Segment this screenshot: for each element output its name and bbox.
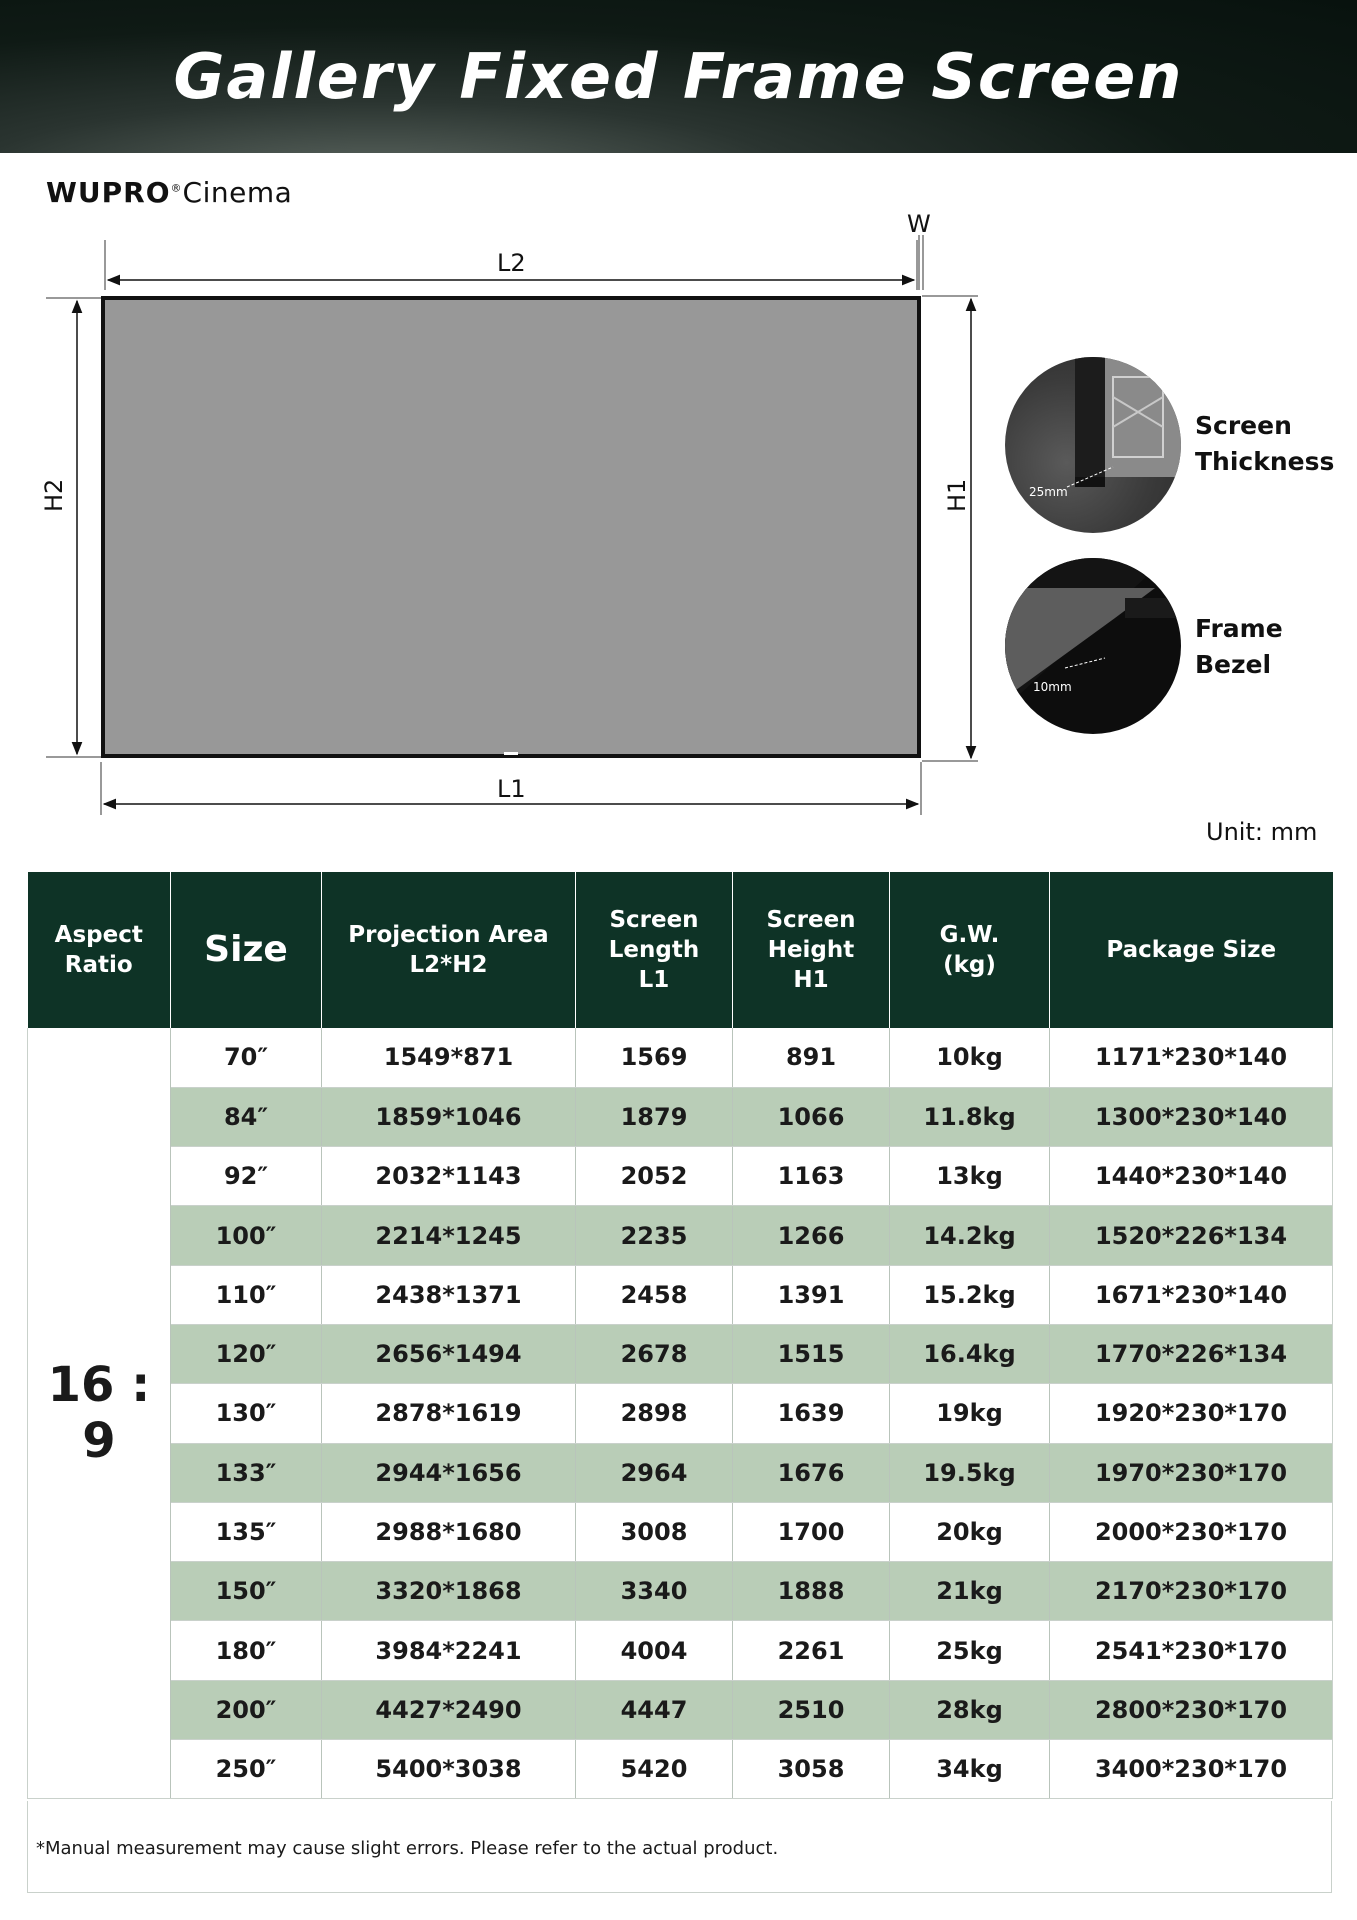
bezel-corner-graphic xyxy=(1005,558,1181,734)
label-h2: H2 xyxy=(40,478,68,512)
cell-projection-area: 5400*3038 xyxy=(322,1740,576,1799)
cell-package-size: 1520*226*134 xyxy=(1050,1206,1333,1265)
header-package-size: Package Size xyxy=(1050,872,1333,1028)
header-projection-area: Projection Area L2*H2 xyxy=(322,872,576,1028)
cell-projection-area: 2438*1371 xyxy=(322,1265,576,1324)
header-gross-weight: G.W. (kg) xyxy=(890,872,1050,1028)
cell-gross-weight: 20kg xyxy=(890,1502,1050,1561)
cell-screen-length: 1569 xyxy=(576,1028,733,1087)
cell-screen-length: 2898 xyxy=(576,1384,733,1443)
cell-gross-weight: 25kg xyxy=(890,1621,1050,1680)
cell-screen-height: 1391 xyxy=(733,1265,890,1324)
registered-mark: ® xyxy=(170,181,183,195)
screen-logo-mark xyxy=(504,752,518,755)
projection-screen-illustration xyxy=(101,296,921,758)
cell-projection-area: 4427*2490 xyxy=(322,1680,576,1739)
cell-package-size: 1671*230*140 xyxy=(1050,1265,1333,1324)
cell-size: 133″ xyxy=(171,1443,322,1502)
cell-size: 120″ xyxy=(171,1324,322,1383)
frame-bezel-closeup xyxy=(1005,558,1181,734)
cell-screen-height: 3058 xyxy=(733,1740,890,1799)
cell-gross-weight: 14.2kg xyxy=(890,1206,1050,1265)
table-body xyxy=(28,1028,1333,1799)
table-row xyxy=(28,1206,1333,1265)
cell-projection-area: 2214*1245 xyxy=(322,1206,576,1265)
cell-projection-area: 3984*2241 xyxy=(322,1621,576,1680)
table-row xyxy=(28,1028,1333,1087)
cell-projection-area: 1859*1046 xyxy=(322,1087,576,1146)
table-row xyxy=(28,1621,1333,1680)
cell-size: 150″ xyxy=(171,1562,322,1621)
table-row xyxy=(28,1147,1333,1206)
cell-gross-weight: 11.8kg xyxy=(890,1087,1050,1146)
header-aspect-ratio: Aspect Ratio xyxy=(28,872,171,1028)
cell-projection-area: 3320*1868 xyxy=(322,1562,576,1621)
cell-screen-length: 1879 xyxy=(576,1087,733,1146)
cell-screen-length: 2052 xyxy=(576,1147,733,1206)
cell-gross-weight: 16.4kg xyxy=(890,1324,1050,1383)
cell-screen-height: 891 xyxy=(733,1028,890,1087)
specifications-table xyxy=(27,872,1333,1799)
thickness-measure: 25mm xyxy=(1029,485,1068,499)
cell-projection-area: 2878*1619 xyxy=(322,1384,576,1443)
aspect-ratio-cell: 16 : 9 xyxy=(28,1028,171,1799)
cell-gross-weight: 28kg xyxy=(890,1680,1050,1739)
cell-size: 180″ xyxy=(171,1621,322,1680)
frame-bezel-label: Frame Bezel xyxy=(1195,614,1283,679)
cell-projection-area: 2656*1494 xyxy=(322,1324,576,1383)
cell-projection-area: 1549*871 xyxy=(322,1028,576,1087)
cell-screen-height: 1639 xyxy=(733,1384,890,1443)
cell-screen-height: 1888 xyxy=(733,1562,890,1621)
cell-screen-height: 2510 xyxy=(733,1680,890,1739)
cell-screen-height: 1266 xyxy=(733,1206,890,1265)
cell-size: 84″ xyxy=(171,1087,322,1146)
table-row xyxy=(28,1562,1333,1621)
cell-gross-weight: 10kg xyxy=(890,1028,1050,1087)
cell-package-size: 1171*230*140 xyxy=(1050,1028,1333,1087)
cell-screen-length: 2964 xyxy=(576,1443,733,1502)
cell-size: 70″ xyxy=(171,1028,322,1087)
table-row xyxy=(28,1740,1333,1799)
table-row xyxy=(28,1265,1333,1324)
label-w: W xyxy=(907,210,931,238)
cell-screen-length: 4447 xyxy=(576,1680,733,1739)
cell-size: 110″ xyxy=(171,1265,322,1324)
cell-size: 250″ xyxy=(171,1740,322,1799)
label-h1: H1 xyxy=(943,478,971,512)
page-title: Gallery Fixed Frame Screen xyxy=(173,40,1184,113)
brand-name: WUPRO xyxy=(46,176,171,209)
cell-gross-weight: 15.2kg xyxy=(890,1265,1050,1324)
cell-screen-height: 1700 xyxy=(733,1502,890,1561)
footnote-text: *Manual measurement may cause slight errors. Please refer to the actual product. xyxy=(36,1838,779,1859)
header-size: Size xyxy=(171,872,322,1028)
brand-suffix: Cinema xyxy=(182,176,293,209)
cell-gross-weight: 34kg xyxy=(890,1740,1050,1799)
screen-thickness-label: Screen Thickness xyxy=(1195,411,1335,476)
unit-label: Unit: mm xyxy=(1206,818,1318,846)
cell-package-size: 2170*230*170 xyxy=(1050,1562,1333,1621)
cell-screen-length: 3008 xyxy=(576,1502,733,1561)
table-row xyxy=(28,1502,1333,1561)
cell-size: 92″ xyxy=(171,1147,322,1206)
label-l1: L1 xyxy=(497,775,526,803)
cell-projection-area: 2944*1656 xyxy=(322,1443,576,1502)
title-banner xyxy=(0,0,1357,153)
cell-screen-height: 1676 xyxy=(733,1443,890,1502)
bezel-measure: 10mm xyxy=(1033,680,1072,694)
cell-gross-weight: 21kg xyxy=(890,1562,1050,1621)
cell-screen-length: 2678 xyxy=(576,1324,733,1383)
label-l2: L2 xyxy=(497,249,526,277)
cell-package-size: 1300*230*140 xyxy=(1050,1087,1333,1146)
cell-package-size: 2000*230*170 xyxy=(1050,1502,1333,1561)
cell-package-size: 1920*230*170 xyxy=(1050,1384,1333,1443)
cell-package-size: 1770*226*134 xyxy=(1050,1324,1333,1383)
header-screen-height: Screen Height H1 xyxy=(733,872,890,1028)
cell-size: 130″ xyxy=(171,1384,322,1443)
table-row xyxy=(28,1324,1333,1383)
cell-screen-height: 1163 xyxy=(733,1147,890,1206)
screen-thickness-closeup xyxy=(1005,357,1181,533)
cell-package-size: 1440*230*140 xyxy=(1050,1147,1333,1206)
header-screen-length: Screen Length L1 xyxy=(576,872,733,1028)
cell-projection-area: 2032*1143 xyxy=(322,1147,576,1206)
cell-package-size: 3400*230*170 xyxy=(1050,1740,1333,1799)
cell-projection-area: 2988*1680 xyxy=(322,1502,576,1561)
table-header-row xyxy=(28,872,1333,1028)
cell-screen-height: 1066 xyxy=(733,1087,890,1146)
table-row xyxy=(28,1087,1333,1146)
cell-screen-length: 2458 xyxy=(576,1265,733,1324)
cell-package-size: 2800*230*170 xyxy=(1050,1680,1333,1739)
frame-corner-graphic xyxy=(1005,357,1181,533)
cell-size: 100″ xyxy=(171,1206,322,1265)
table-row xyxy=(28,1384,1333,1443)
footnote-box xyxy=(27,1801,1332,1893)
table-row xyxy=(28,1443,1333,1502)
dimension-diagram xyxy=(0,200,1357,840)
cell-screen-length: 4004 xyxy=(576,1621,733,1680)
cell-size: 200″ xyxy=(171,1680,322,1739)
cell-package-size: 2541*230*170 xyxy=(1050,1621,1333,1680)
cell-gross-weight: 19.5kg xyxy=(890,1443,1050,1502)
cell-gross-weight: 19kg xyxy=(890,1384,1050,1443)
cell-screen-length: 2235 xyxy=(576,1206,733,1265)
table-row xyxy=(28,1680,1333,1739)
cell-package-size: 1970*230*170 xyxy=(1050,1443,1333,1502)
cell-screen-height: 2261 xyxy=(733,1621,890,1680)
cell-screen-length: 5420 xyxy=(576,1740,733,1799)
cell-screen-height: 1515 xyxy=(733,1324,890,1383)
cell-gross-weight: 13kg xyxy=(890,1147,1050,1206)
cell-screen-length: 3340 xyxy=(576,1562,733,1621)
cell-size: 135″ xyxy=(171,1502,322,1561)
